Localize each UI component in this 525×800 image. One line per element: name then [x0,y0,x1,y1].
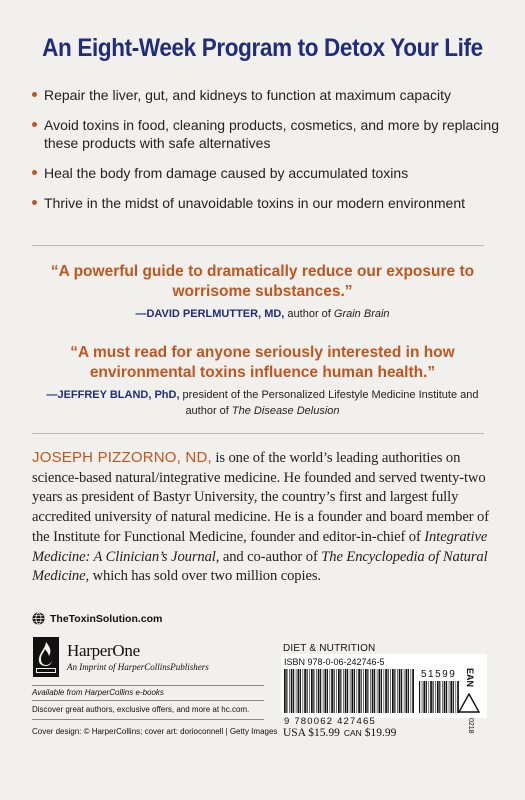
endorsement-2 [40,343,485,419]
endorsement-attribution [40,387,485,419]
website-url[interactable]: TheToxinSolution.com [50,612,163,625]
barcode-bar [412,669,414,713]
barcode-bar [388,669,389,713]
barcode-bar [363,669,364,713]
barcode-bar [325,669,327,713]
barcode-bar [374,669,375,713]
barcode-bar [340,669,341,713]
ean-label: EAN [465,668,475,688]
price-line [283,727,396,739]
bullet-item [32,194,502,212]
endorser-work: The Disease Delusion [231,405,340,417]
barcode-bar [442,681,443,713]
barcode-bar [384,669,385,713]
barcode-bar [385,669,387,713]
publisher-block [33,637,209,677]
barcode-bar [430,681,432,713]
barcode-bar [379,669,381,713]
publisher-name: HarperOne [67,641,140,660]
barcode-bar [390,669,391,713]
barcode-bar [286,669,287,713]
bullet-dot-icon [32,122,37,127]
cover-credits: Cover design: © HarperCollins; cover art: dorioconnell | Getty Images [32,727,278,736]
barcode-bar [347,669,348,713]
divider [32,245,484,246]
divider [32,700,264,701]
barcode-bar [423,681,425,713]
bullet-item [32,86,502,104]
barcode-bar [284,669,286,713]
divider [32,433,484,434]
divider [32,719,264,720]
endorsement-quote: “A powerful guide to dramatically reduce our exposure to worrisome substances.” [50,263,475,300]
bullet-list [32,86,502,224]
barcode-bar [345,669,347,713]
globe-icon [32,612,45,625]
barcode-bar [365,669,367,713]
barcode-bar [450,681,452,713]
category-label: DIET & NUTRITION [283,643,376,654]
print-code: 0218 [467,718,474,734]
cover-headline: An Eight-Week Program to Detox Your Life [42,34,483,62]
endorser-desc: president of the Personalized Lifestyle Medicine Institute and author of [179,389,479,417]
price-can-label: CAN [343,728,362,738]
bullet-dot-icon [32,170,37,175]
barcode-bar [404,669,405,713]
barcode-bar [370,669,371,713]
barcode-bar [336,669,337,713]
barcode-bar [331,669,333,713]
barcode-bar [429,681,430,713]
barcode-bar [303,669,304,713]
bullet-text: Repair the liver, gut, and kidneys to function at maximum capacity [44,87,451,103]
barcode-main [284,669,414,713]
author-bio [32,448,497,587]
barcode-bar [300,669,301,713]
bio-text: which has sold over two million copies. [89,568,321,585]
barcode-bar [392,669,394,713]
barcode-bar [311,669,313,713]
barcode-bar [298,669,300,713]
bio-text: is one of the world’s leading authorities on science-based natural/integrative medicine. He founded and served twenty-two years as president of Bastyr University, the country’s first and largest fully accredited university of natural medicine. He is a founder and board member of the Institute for Functional Medicine, founder and editor-in-chief of [32,450,489,545]
barcode-bar [439,681,440,713]
barcode-addon [419,681,459,713]
barcode-bar [318,669,320,713]
barcode-bar [361,669,362,713]
barcode-bar [291,669,293,713]
ebook-availability: Available from HarperCollins e-books [32,688,164,697]
bullet-dot-icon [32,92,37,97]
bullet-text: Avoid toxins in food, cleaning products, cosmetics, and more by replacing these products with safe alternatives [44,117,499,151]
endorsement-1 [40,262,485,322]
price-can-value: $19.99 [364,727,397,739]
barcode-bar [330,669,331,713]
barcode-bar [453,681,454,713]
barcode-bar [419,681,420,713]
barcode-bar [411,669,412,713]
endorser-desc: author of [284,308,334,320]
bullet-text: Heal the body from damage caused by accumulated toxins [44,165,409,181]
barcode-bar [426,681,427,713]
barcode-bar [433,681,434,713]
website-line [32,612,162,625]
isbn-label: ISBN 978-0-06-242746-5 [284,657,385,667]
barcode-bar [401,669,402,713]
harperone-fire-logo [33,637,59,677]
bullet-item [32,116,502,152]
barcode-bar [350,669,351,713]
publisher-imprint: An Imprint of HarperCollinsPublishers [67,662,209,672]
triangle-icon [458,693,480,713]
endorser-work: Grain Brain [333,308,390,320]
barcode-bar [446,681,447,713]
divider [32,685,264,686]
price-us: USA $15.99 [283,727,340,739]
barcode-bar [296,669,297,713]
barcode-bar [323,669,324,713]
barcode-bar [456,681,457,713]
barcode-bar [406,669,408,713]
barcode-bar [304,669,306,713]
barcode-bar [394,669,395,713]
barcode-bar [357,669,358,713]
barcode-bar [313,669,314,713]
barcode-bar [316,669,317,713]
discover-line: Discover great authors, exclusive offers, and more at hc.com. [32,705,250,714]
barcode-bar [289,669,290,713]
bullet-item [32,164,502,182]
barcode-bar [372,669,374,713]
barcode-bar [449,681,450,713]
author-name: JOSEPH PIZZORNO, ND, [32,449,212,466]
barcode-digits: 9 780062 427465 [284,716,376,727]
barcode-bar [399,669,401,713]
endorsement-attribution [40,306,485,322]
barcode-bar [352,669,354,713]
barcode-bar [320,669,321,713]
addon-code: 51599 [421,669,457,680]
barcode-bar [307,669,308,713]
barcode-bar [354,669,355,713]
barcode-bar [334,669,335,713]
endorsement-quote: “A must read for anyone seriously interested in how environmental toxins influence human health.” [70,344,455,381]
barcode-bar [367,669,368,713]
barcode-bar [444,681,446,713]
barcode-bar [327,669,328,713]
bullet-text: Thrive in the midst of unavoidable toxins in our modern environment [44,195,465,211]
book-title: The Encyclopedia of Natural Medicine, [32,548,488,585]
barcode-bar [397,669,398,713]
barcode-bar [309,669,310,713]
barcode-bar [437,681,439,713]
barcode-bar [358,669,360,713]
barcode-bar [377,669,378,713]
barcode-bar [338,669,340,713]
barcode-bar [293,669,294,713]
barcode-bar [343,669,344,713]
barcode-bar [422,681,423,713]
bio-text: and co-author of [219,548,322,565]
endorser-name: —DAVID PERLMUTTER, MD, [135,308,285,320]
barcode-bar [408,669,409,713]
journal-title: Integrative Medicine: A Clinician’s Journal, [32,528,488,565]
bullet-dot-icon [32,200,37,205]
endorser-name: —JEFFREY BLAND, PhD, [46,389,180,401]
barcode-bar [381,669,382,713]
barcode-bar [435,681,436,713]
